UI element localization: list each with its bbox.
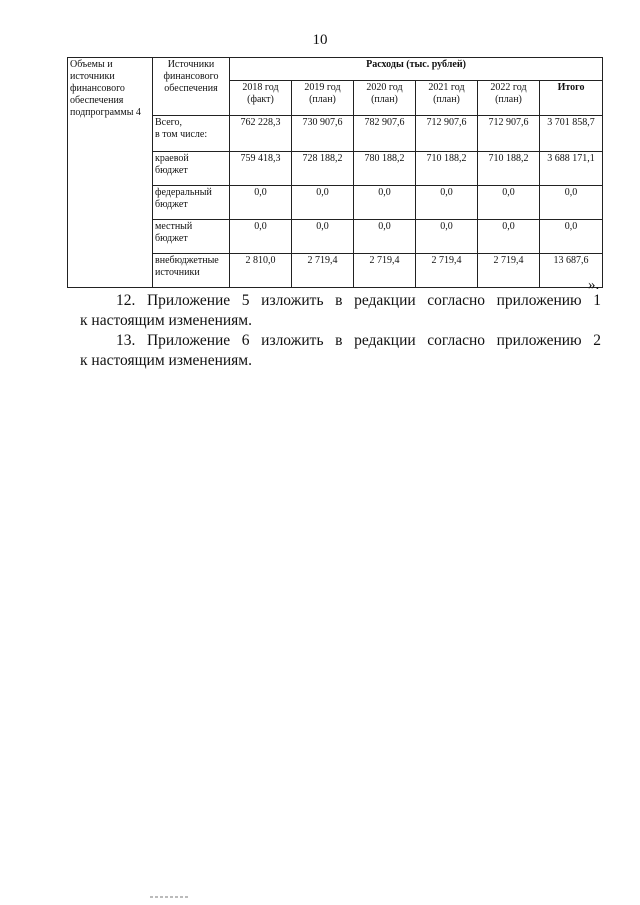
total-cell: 3 701 858,7 xyxy=(540,116,603,152)
value-cell: 710 188,2 xyxy=(416,152,478,186)
value-cell: 712 907,6 xyxy=(478,116,540,152)
year-header-2020: 2020 год (план) xyxy=(354,81,416,116)
value-cell: 710 188,2 xyxy=(478,152,540,186)
year-header-2022: 2022 год (план) xyxy=(478,81,540,116)
year-header-2021: 2021 год (план) xyxy=(416,81,478,116)
value-cell: 0,0 xyxy=(416,186,478,220)
value-cell: 0,0 xyxy=(478,220,540,254)
source-label: внебюджетные источники xyxy=(153,254,230,288)
paragraph-line: 12. Приложение 5 изложить в редакции согласно приложению 1 xyxy=(116,292,601,309)
year-header-2019: 2019 год (план) xyxy=(292,81,354,116)
value-cell: 759 418,3 xyxy=(230,152,292,186)
total-cell: 3 688 171,1 xyxy=(540,152,603,186)
paragraph-line: 13. Приложение 6 изложить в редакции согласно приложению 2 xyxy=(116,332,601,349)
value-cell: 0,0 xyxy=(292,220,354,254)
value-cell: 0,0 xyxy=(230,220,292,254)
source-label: краевой бюджет xyxy=(153,152,230,186)
value-cell: 782 907,6 xyxy=(354,116,416,152)
expenses-header: Расходы (тыс. рублей) xyxy=(230,58,603,81)
value-cell: 762 228,3 xyxy=(230,116,292,152)
paragraph-12 xyxy=(80,291,601,331)
source-label: местный бюджет xyxy=(153,220,230,254)
paragraph-line: к настоящим изменениям. xyxy=(80,312,252,329)
value-cell: 0,0 xyxy=(292,186,354,220)
value-cell: 0,0 xyxy=(354,220,416,254)
total-cell: 13 687,6 xyxy=(540,254,603,288)
total-cell: 0,0 xyxy=(540,186,603,220)
value-cell: 0,0 xyxy=(354,186,416,220)
table-header-row xyxy=(68,58,603,81)
page-number: 10 xyxy=(312,32,328,48)
total-header: Итого xyxy=(540,81,603,116)
scan-artifact-mark xyxy=(150,896,190,898)
value-cell: 2 810,0 xyxy=(230,254,292,288)
value-cell: 730 907,6 xyxy=(292,116,354,152)
source-label: федеральный бюджет xyxy=(153,186,230,220)
table-left-label: Объемы и источники финансового обеспечения подпрограммы 4 xyxy=(68,58,153,288)
financing-table xyxy=(67,57,603,288)
value-cell: 0,0 xyxy=(478,186,540,220)
value-cell: 712 907,6 xyxy=(416,116,478,152)
paragraph-line: к настоящим изменениям. xyxy=(80,352,252,369)
paragraph-13 xyxy=(80,331,601,371)
value-cell: 728 188,2 xyxy=(292,152,354,186)
closing-quote: ». xyxy=(588,277,600,293)
source-label: Всего, в том числе: xyxy=(153,116,230,152)
value-cell: 0,0 xyxy=(230,186,292,220)
value-cell: 2 719,4 xyxy=(478,254,540,288)
source-header: Источники финансового обеспечения xyxy=(153,58,230,116)
value-cell: 2 719,4 xyxy=(354,254,416,288)
value-cell: 2 719,4 xyxy=(416,254,478,288)
value-cell: 780 188,2 xyxy=(354,152,416,186)
year-header-2018: 2018 год (факт) xyxy=(230,81,292,116)
total-cell: 0,0 xyxy=(540,220,603,254)
value-cell: 0,0 xyxy=(416,220,478,254)
value-cell: 2 719,4 xyxy=(292,254,354,288)
